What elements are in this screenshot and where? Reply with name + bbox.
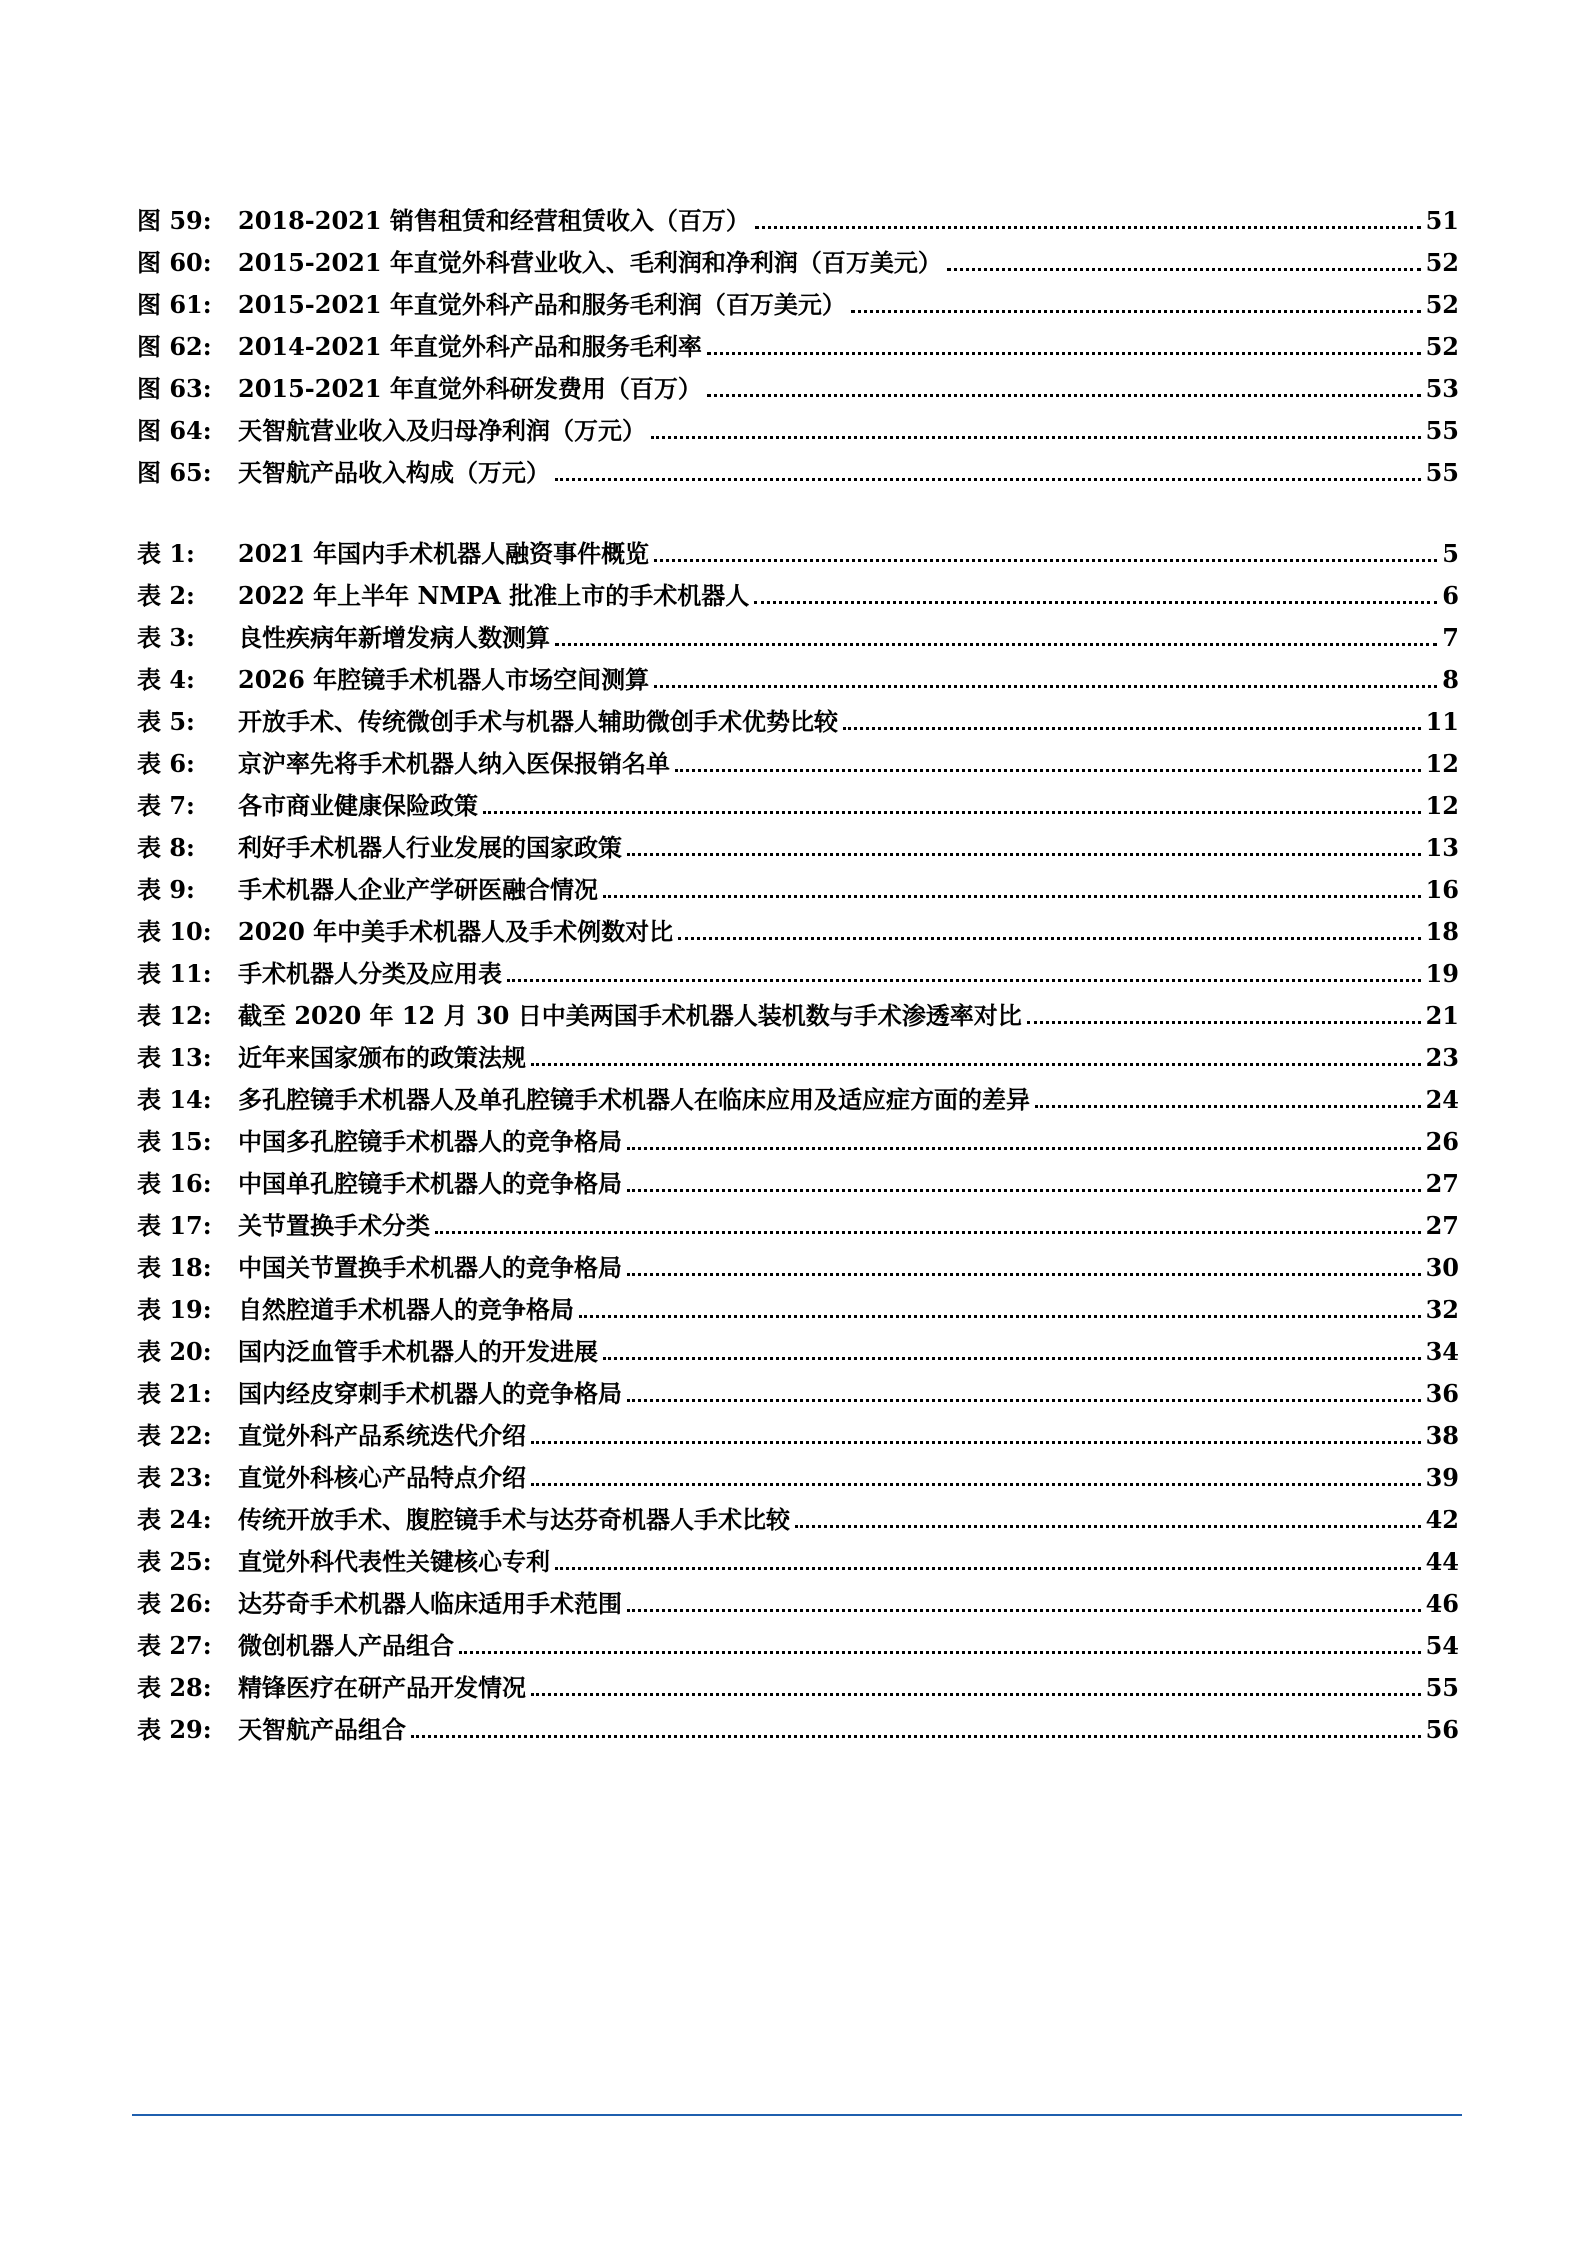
- toc-entry-page: 19: [1425, 959, 1459, 988]
- toc-dot-leader: [851, 310, 1421, 313]
- toc-entry-page: 52: [1425, 290, 1459, 319]
- toc-table-entry[interactable]: [137, 779, 1459, 821]
- toc-entry-label: 表 23:: [137, 1463, 212, 1492]
- toc-entry-label: 表 5:: [137, 707, 195, 736]
- toc-dot-leader: [459, 1651, 1421, 1654]
- toc-entry-title: 微创机器人产品组合: [238, 1631, 454, 1660]
- toc-entry-title: 手术机器人分类及应用表: [238, 959, 502, 988]
- toc-entry-page: 11: [1425, 707, 1459, 736]
- toc-entry-title: 关节置换手术分类: [238, 1211, 430, 1240]
- toc-table-entry[interactable]: [137, 1703, 1459, 1745]
- toc-entry-title: 2015-2021 年直觉外科研发费用（百万）: [238, 374, 702, 403]
- toc-dot-leader: [627, 1273, 1421, 1276]
- toc-table-entry[interactable]: [137, 989, 1459, 1031]
- toc-table-entry[interactable]: [137, 1493, 1459, 1535]
- toc-entry-title: 直觉外科产品系统迭代介绍: [238, 1421, 526, 1450]
- toc-entry-page: 30: [1425, 1253, 1459, 1282]
- toc-table-entry[interactable]: [137, 1073, 1459, 1115]
- toc-entry-title: 2026 年腔镜手术机器人市场空间测算: [238, 665, 650, 694]
- toc-entry-title: 利好手术机器人行业发展的国家政策: [238, 833, 622, 862]
- toc-entry-title: 国内经皮穿刺手术机器人的竞争格局: [238, 1379, 622, 1408]
- toc-entry-title: 国内泛血管手术机器人的开发进展: [238, 1337, 598, 1366]
- toc-entry-page: 55: [1425, 458, 1459, 487]
- toc-table-entry[interactable]: [137, 527, 1459, 569]
- toc-dot-leader: [627, 1399, 1421, 1402]
- toc-entry-label: 表 19:: [137, 1295, 212, 1324]
- toc-entry-title: 各市商业健康保险政策: [238, 791, 478, 820]
- toc-entry-label: 表 16:: [137, 1169, 212, 1198]
- toc-entry-label: 表 28:: [137, 1673, 212, 1702]
- toc-entry-page: 13: [1425, 833, 1459, 862]
- toc-entry-page: 7: [1442, 623, 1459, 652]
- toc-entry-title: 达芬奇手术机器人临床适用手术范围: [238, 1589, 622, 1618]
- toc-dot-leader: [707, 394, 1421, 397]
- toc-entry-title: 自然腔道手术机器人的竞争格局: [238, 1295, 574, 1324]
- toc-entry-title: 天智航产品组合: [238, 1715, 406, 1744]
- toc-figure-entry[interactable]: [137, 194, 1459, 236]
- toc-entry-page: 56: [1425, 1715, 1459, 1744]
- toc-entry-page: 12: [1425, 791, 1459, 820]
- toc-entry-label: 图 65:: [137, 458, 212, 487]
- toc-table-entry[interactable]: [137, 1325, 1459, 1367]
- toc-entry-label: 图 64:: [137, 416, 212, 445]
- toc-entry-title: 手术机器人企业产学研医融合情况: [238, 875, 598, 904]
- toc-entry-page: 42: [1425, 1505, 1459, 1534]
- toc-dot-leader: [654, 685, 1437, 688]
- toc-entry-page: 52: [1425, 332, 1459, 361]
- toc-entry-title: 天智航营业收入及归母净利润（万元）: [238, 416, 646, 445]
- toc-entry-title: 传统开放手术、腹腔镜手术与达芬奇机器人手术比较: [238, 1505, 790, 1534]
- toc-entry-title: 中国关节置换手术机器人的竞争格局: [238, 1253, 622, 1282]
- toc-entry-page: 32: [1425, 1295, 1459, 1324]
- toc-table-entry[interactable]: [137, 1157, 1459, 1199]
- toc-tables-list: [137, 527, 1459, 1745]
- toc-table-entry[interactable]: [137, 695, 1459, 737]
- toc-entry-title: 中国多孔腔镜手术机器人的竞争格局: [238, 1127, 622, 1156]
- toc-table-entry[interactable]: [137, 1451, 1459, 1493]
- toc-dot-leader: [754, 601, 1437, 604]
- toc-entry-page: 27: [1425, 1169, 1459, 1198]
- toc-entry-title: 良性疾病年新增发病人数测算: [238, 623, 550, 652]
- toc-entry-label: 图 62:: [137, 332, 212, 361]
- toc-table-entry[interactable]: [137, 1577, 1459, 1619]
- toc-table-entry[interactable]: [137, 1199, 1459, 1241]
- toc-table-entry[interactable]: [137, 611, 1459, 653]
- toc-figure-entry[interactable]: [137, 278, 1459, 320]
- toc-entry-label: 表 27:: [137, 1631, 212, 1660]
- toc-entry-page: 52: [1425, 248, 1459, 277]
- toc-dot-leader: [678, 937, 1420, 940]
- toc-dot-leader: [555, 478, 1421, 481]
- toc-entry-page: 18: [1425, 917, 1459, 946]
- toc-entry-label: 表 15:: [137, 1127, 212, 1156]
- toc-figure-entry[interactable]: [137, 236, 1459, 278]
- toc-entry-title: 直觉外科代表性关键核心专利: [238, 1547, 550, 1576]
- toc-table-entry[interactable]: [137, 905, 1459, 947]
- toc-table-entry[interactable]: [137, 1535, 1459, 1577]
- toc-entry-title: 2021 年国内手术机器人融资事件概览: [238, 539, 650, 568]
- toc-entry-page: 54: [1425, 1631, 1459, 1660]
- toc-entry-title: 2022 年上半年 NMPA 批准上市的手术机器人: [238, 581, 750, 610]
- toc-entry-title: 2018-2021 销售租赁和经营租赁收入（百万）: [238, 206, 750, 235]
- toc-entry-page: 53: [1425, 374, 1459, 403]
- toc-figure-entry[interactable]: [137, 446, 1459, 488]
- toc-table-entry[interactable]: [137, 1115, 1459, 1157]
- toc-entry-page: 44: [1425, 1547, 1459, 1576]
- toc-dot-leader: [435, 1231, 1421, 1234]
- toc-entry-page: 12: [1425, 749, 1459, 778]
- toc-dot-leader: [843, 727, 1421, 730]
- toc-entry-page: 6: [1442, 581, 1459, 610]
- toc-entry-label: 表 18:: [137, 1253, 212, 1282]
- toc-entry-label: 表 21:: [137, 1379, 212, 1408]
- toc-dot-leader: [651, 436, 1421, 439]
- toc-dot-leader: [603, 895, 1421, 898]
- toc-entry-label: 表 13:: [137, 1043, 212, 1072]
- toc-entry-page: 46: [1425, 1589, 1459, 1618]
- toc-dot-leader: [603, 1357, 1421, 1360]
- footer-divider: [132, 2114, 1462, 2116]
- toc-dot-leader: [627, 1189, 1421, 1192]
- toc-dot-leader: [531, 1063, 1421, 1066]
- toc-dot-leader: [654, 559, 1437, 562]
- toc-entry-title: 精锋医疗在研产品开发情况: [238, 1673, 526, 1702]
- toc-dot-leader: [795, 1525, 1421, 1528]
- toc-dot-leader: [531, 1441, 1421, 1444]
- toc-table-entry[interactable]: [137, 1241, 1459, 1283]
- toc-entry-page: 21: [1425, 1001, 1459, 1030]
- toc-table-entry[interactable]: [137, 1409, 1459, 1451]
- toc-entry-label: 表 10:: [137, 917, 212, 946]
- toc-dot-leader: [1035, 1105, 1421, 1108]
- toc-table-entry[interactable]: [137, 1031, 1459, 1073]
- toc-dot-leader: [411, 1735, 1421, 1738]
- toc-table-entry[interactable]: [137, 1619, 1459, 1661]
- toc-entry-label: 表 3:: [137, 623, 195, 652]
- toc-table-entry[interactable]: [137, 569, 1459, 611]
- toc-entry-label: 表 12:: [137, 1001, 212, 1030]
- toc-entry-page: 36: [1425, 1379, 1459, 1408]
- toc-entry-title: 京沪率先将手术机器人纳入医保报销名单: [238, 749, 670, 778]
- toc-dot-leader: [483, 811, 1421, 814]
- toc-table-entry[interactable]: [137, 1283, 1459, 1325]
- toc-entry-label: 图 61:: [137, 290, 212, 319]
- toc-table-entry[interactable]: [137, 1661, 1459, 1703]
- toc-entry-title: 多孔腔镜手术机器人及单孔腔镜手术机器人在临床应用及适应症方面的差异: [238, 1085, 1030, 1114]
- toc-entry-label: 表 9:: [137, 875, 195, 904]
- toc-entry-title: 2015-2021 年直觉外科产品和服务毛利润（百万美元）: [238, 290, 846, 319]
- toc-dot-leader: [531, 1693, 1421, 1696]
- toc-entry-title: 中国单孔腔镜手术机器人的竞争格局: [238, 1169, 622, 1198]
- toc-entry-page: 24: [1425, 1085, 1459, 1114]
- toc-entry-label: 表 7:: [137, 791, 195, 820]
- toc-dot-leader: [555, 643, 1437, 646]
- toc-entry-label: 表 4:: [137, 665, 195, 694]
- toc-table-entry[interactable]: [137, 737, 1459, 779]
- toc-entry-page: 23: [1425, 1043, 1459, 1072]
- toc-table-entry[interactable]: [137, 1367, 1459, 1409]
- toc-entry-label: 表 14:: [137, 1085, 212, 1114]
- toc-entry-title: 开放手术、传统微创手术与机器人辅助微创手术优势比较: [238, 707, 838, 736]
- toc-entry-label: 表 6:: [137, 749, 195, 778]
- toc-figures-list: [137, 194, 1459, 488]
- toc-entry-label: 表 17:: [137, 1211, 212, 1240]
- toc-figure-entry[interactable]: [137, 320, 1459, 362]
- toc-entry-page: 34: [1425, 1337, 1459, 1366]
- toc-entry-page: 26: [1425, 1127, 1459, 1156]
- toc-dot-leader: [555, 1567, 1421, 1570]
- toc-dot-leader: [755, 226, 1421, 229]
- toc-entry-label: 图 63:: [137, 374, 212, 403]
- toc-dot-leader: [627, 1609, 1421, 1612]
- toc-entry-label: 图 60:: [137, 248, 212, 277]
- toc-dot-leader: [627, 853, 1421, 856]
- toc-entry-title: 2014-2021 年直觉外科产品和服务毛利率: [238, 332, 702, 361]
- toc-entry-page: 27: [1425, 1211, 1459, 1240]
- toc-entry-page: 16: [1425, 875, 1459, 904]
- toc-dot-leader: [507, 979, 1421, 982]
- toc-entry-label: 表 1:: [137, 539, 195, 568]
- toc-entry-label: 表 24:: [137, 1505, 212, 1534]
- toc-dot-leader: [947, 268, 1421, 271]
- toc-entry-title: 近年来国家颁布的政策法规: [238, 1043, 526, 1072]
- toc-dot-leader: [1027, 1021, 1421, 1024]
- toc-entry-label: 表 2:: [137, 581, 195, 610]
- toc-table-entry[interactable]: [137, 863, 1459, 905]
- toc-entry-label: 表 11:: [137, 959, 212, 988]
- toc-entry-page: 51: [1425, 206, 1459, 235]
- toc-dot-leader: [579, 1315, 1421, 1318]
- toc-entry-label: 图 59:: [137, 206, 212, 235]
- toc-entry-label: 表 22:: [137, 1421, 212, 1450]
- toc-entry-page: 5: [1442, 539, 1459, 568]
- toc-entry-label: 表 25:: [137, 1547, 212, 1576]
- toc-entry-label: 表 29:: [137, 1715, 212, 1744]
- toc-entry-page: 38: [1425, 1421, 1459, 1450]
- toc-entry-title: 2015-2021 年直觉外科营业收入、毛利润和净利润（百万美元）: [238, 248, 942, 277]
- toc-entry-title: 2020 年中美手术机器人及手术例数对比: [238, 917, 674, 946]
- toc-entry-page: 55: [1425, 416, 1459, 445]
- toc-entry-label: 表 26:: [137, 1589, 212, 1618]
- toc-entry-label: 表 8:: [137, 833, 195, 862]
- toc-dot-leader: [531, 1483, 1421, 1486]
- toc-entry-page: 39: [1425, 1463, 1459, 1492]
- toc-table-entry[interactable]: [137, 821, 1459, 863]
- toc-table-entry[interactable]: [137, 653, 1459, 695]
- toc-dot-leader: [675, 769, 1421, 772]
- toc-figure-entry[interactable]: [137, 362, 1459, 404]
- toc-entry-page: 55: [1425, 1673, 1459, 1702]
- toc-entry-title: 截至 2020 年 12 月 30 日中美两国手术机器人装机数与手术渗透率对比: [238, 1001, 1022, 1030]
- toc-table-entry[interactable]: [137, 947, 1459, 989]
- toc-entry-page: 8: [1442, 665, 1459, 694]
- toc-entry-label: 表 20:: [137, 1337, 212, 1366]
- toc-dot-leader: [627, 1147, 1421, 1150]
- toc-figure-entry[interactable]: [137, 404, 1459, 446]
- toc-dot-leader: [707, 352, 1421, 355]
- toc-entry-title: 天智航产品收入构成（万元）: [238, 458, 550, 487]
- toc-entry-title: 直觉外科核心产品特点介绍: [238, 1463, 526, 1492]
